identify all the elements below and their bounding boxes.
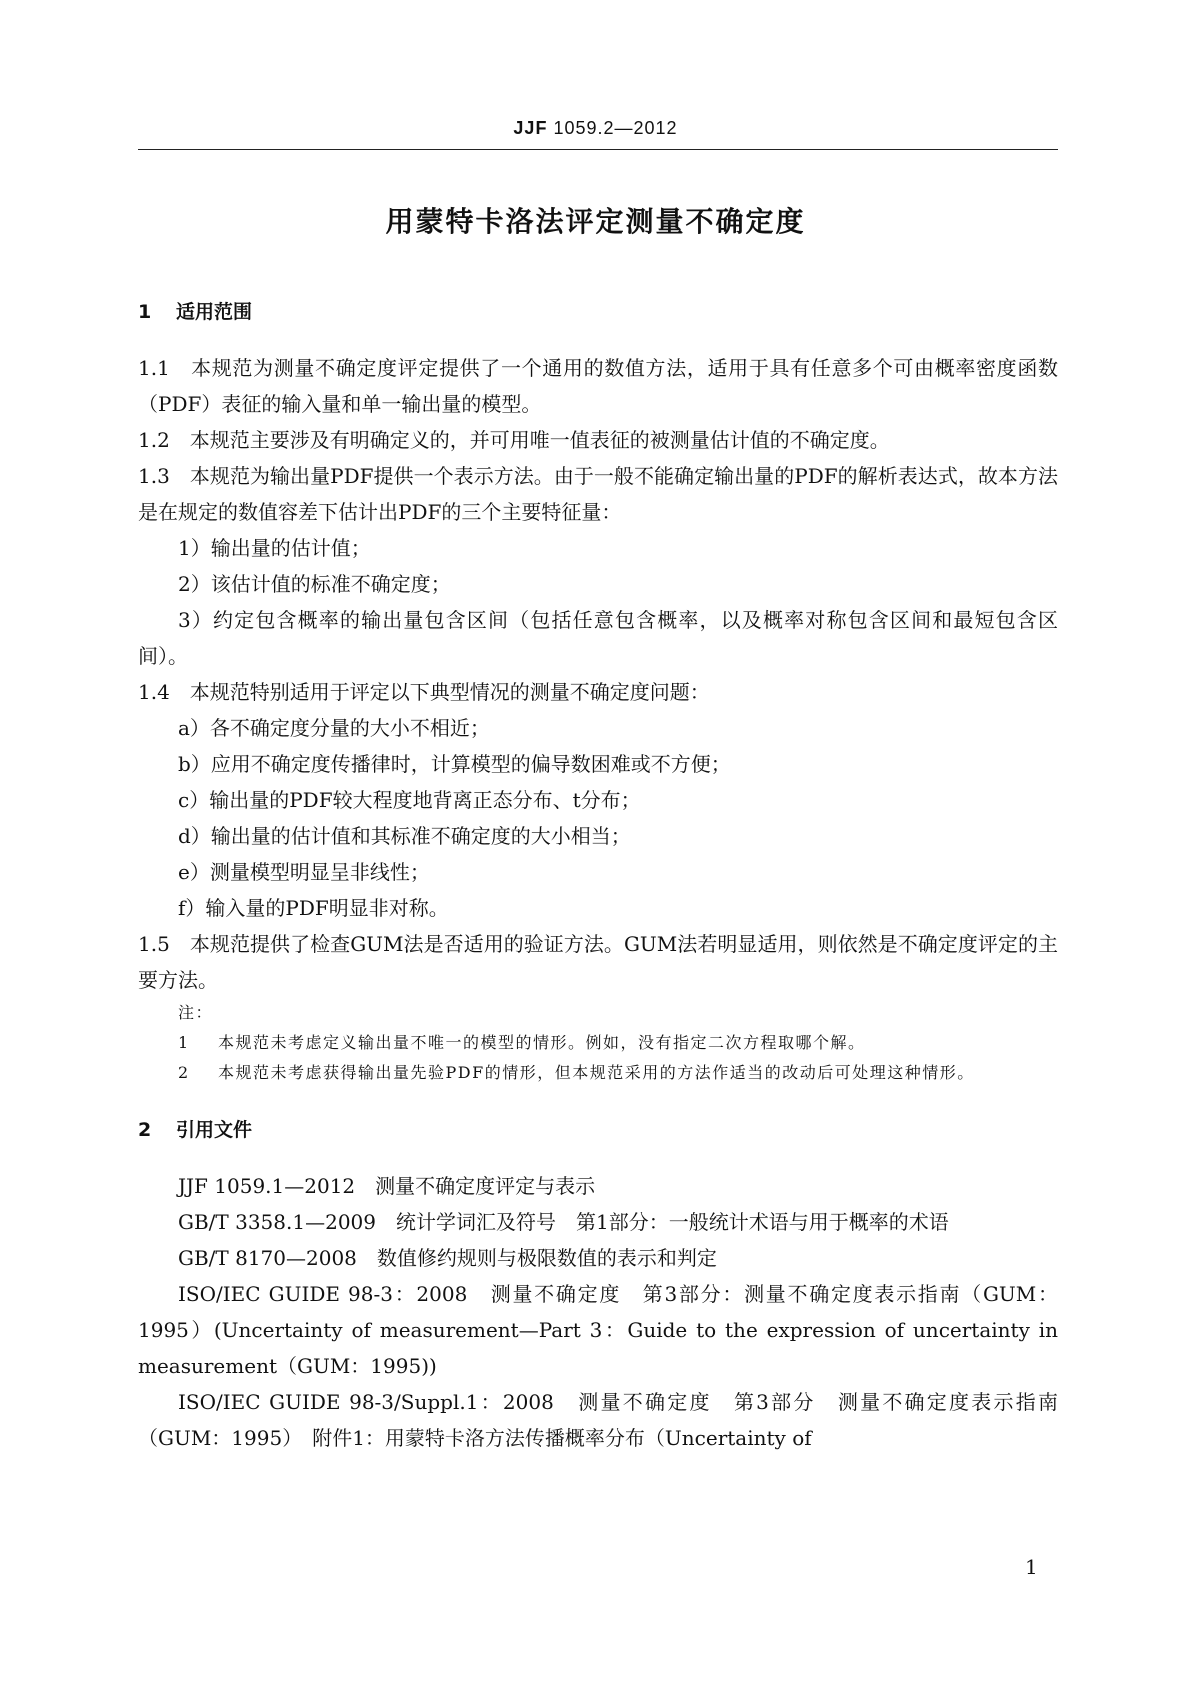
note-item — [138, 1058, 1058, 1088]
section-number: 2 — [138, 1119, 152, 1141]
paragraph-1-1: 1.1 本规范为测量不确定度评定提供了一个通用的数值方法，适用于具有任意多个可由概率密度函数（PDF）表征的输入量和单一输出量的模型。 — [138, 356, 1058, 416]
reference-item: JJF 1059.1—2012 测量不确定度评定与表示 — [178, 1174, 596, 1198]
list-item: b）应用不确定度传播律时，计算模型的偏导数困难或不方便； — [178, 752, 731, 776]
running-header — [0, 118, 1191, 139]
header-prefix: JJF — [513, 118, 548, 138]
note-number: 1 — [178, 1033, 190, 1052]
header-rule — [138, 149, 1058, 150]
section-heading-2 — [138, 1114, 1058, 1146]
note-item — [138, 1028, 1058, 1058]
document-body — [138, 296, 1058, 1456]
note-label: 注： — [178, 1003, 214, 1022]
section-title: 适用范围 — [176, 301, 253, 323]
section-title: 引用文件 — [176, 1119, 253, 1141]
page-number: 1 — [1025, 1555, 1038, 1579]
list-item: 1）输出量的估计值； — [178, 536, 371, 560]
reference-item: GB/T 8170—2008 数值修约规则与极限数值的表示和判定 — [178, 1246, 717, 1270]
list-item: 2）该估计值的标准不确定度； — [178, 572, 451, 596]
paragraph-1-5: 1.5 本规范提供了检查GUM法是否适用的验证方法。GUM法若明显适用，则依然是不确定度评定的主要方法。 — [138, 932, 1058, 992]
reference-item: ISO/IEC GUIDE 98-3：2008 测量不确定度 第3部分：测量不确定度表示指南（GUM：1995）(Uncertainty of measurement—Part 3：Guide to the expression of uncertainty in measurement（GUM：1995)) — [138, 1282, 1058, 1378]
reference-item: ISO/IEC GUIDE 98-3/Suppl.1：2008 测量不确定度 第3部分 测量不确定度表示指南（GUM：1995） 附件1：用蒙特卡洛方法传播概率分布（Uncertainty of — [138, 1390, 1058, 1450]
list-item: d）输出量的估计值和其标准不确定度的大小相当； — [178, 824, 631, 848]
note-text: 本规范未考虑定义输出量不唯一的模型的情形。例如，没有指定二次方程取哪个解。 — [218, 1033, 866, 1052]
notes-block — [138, 998, 1058, 1088]
paragraph-1-3: 1.3 本规范为输出量PDF提供一个表示方法。由于一般不能确定输出量的PDF的解析表达式，故本方法是在规定的数值容差下估计出PDF的三个主要特征量： — [138, 464, 1058, 524]
note-text: 本规范未考虑获得输出量先验PDF的情形，但本规范采用的方法作适当的改动后可处理这种情形。 — [218, 1063, 975, 1082]
list-item: f）输入量的PDF明显非对称。 — [178, 896, 449, 920]
paragraph-1-4: 1.4 本规范特别适用于评定以下典型情况的测量不确定度问题： — [138, 680, 710, 704]
header-code: 1059.2—2012 — [553, 118, 678, 138]
section-number: 1 — [138, 301, 152, 323]
page-title: 用蒙特卡洛法评定测量不确定度 — [385, 205, 806, 238]
reference-item: GB/T 3358.1—2009 统计学词汇及符号 第1部分：一般统计术语与用于概率的术语 — [178, 1210, 949, 1234]
paragraph-1-2: 1.2 本规范主要涉及有明确定义的，并可用唯一值表征的被测量估计值的不确定度。 — [138, 428, 890, 452]
list-item: c）输出量的PDF较大程度地背离正态分布、t分布； — [178, 788, 641, 812]
list-item: a）各不确定度分量的大小不相近； — [178, 716, 490, 740]
list-item: 3）约定包含概率的输出量包含区间（包括任意包含概率，以及概率对称包含区间和最短包含区间）。 — [138, 608, 1058, 668]
list-item: e）测量模型明显呈非线性； — [178, 860, 430, 884]
note-number: 2 — [178, 1063, 190, 1082]
section-heading-1 — [138, 296, 1058, 328]
